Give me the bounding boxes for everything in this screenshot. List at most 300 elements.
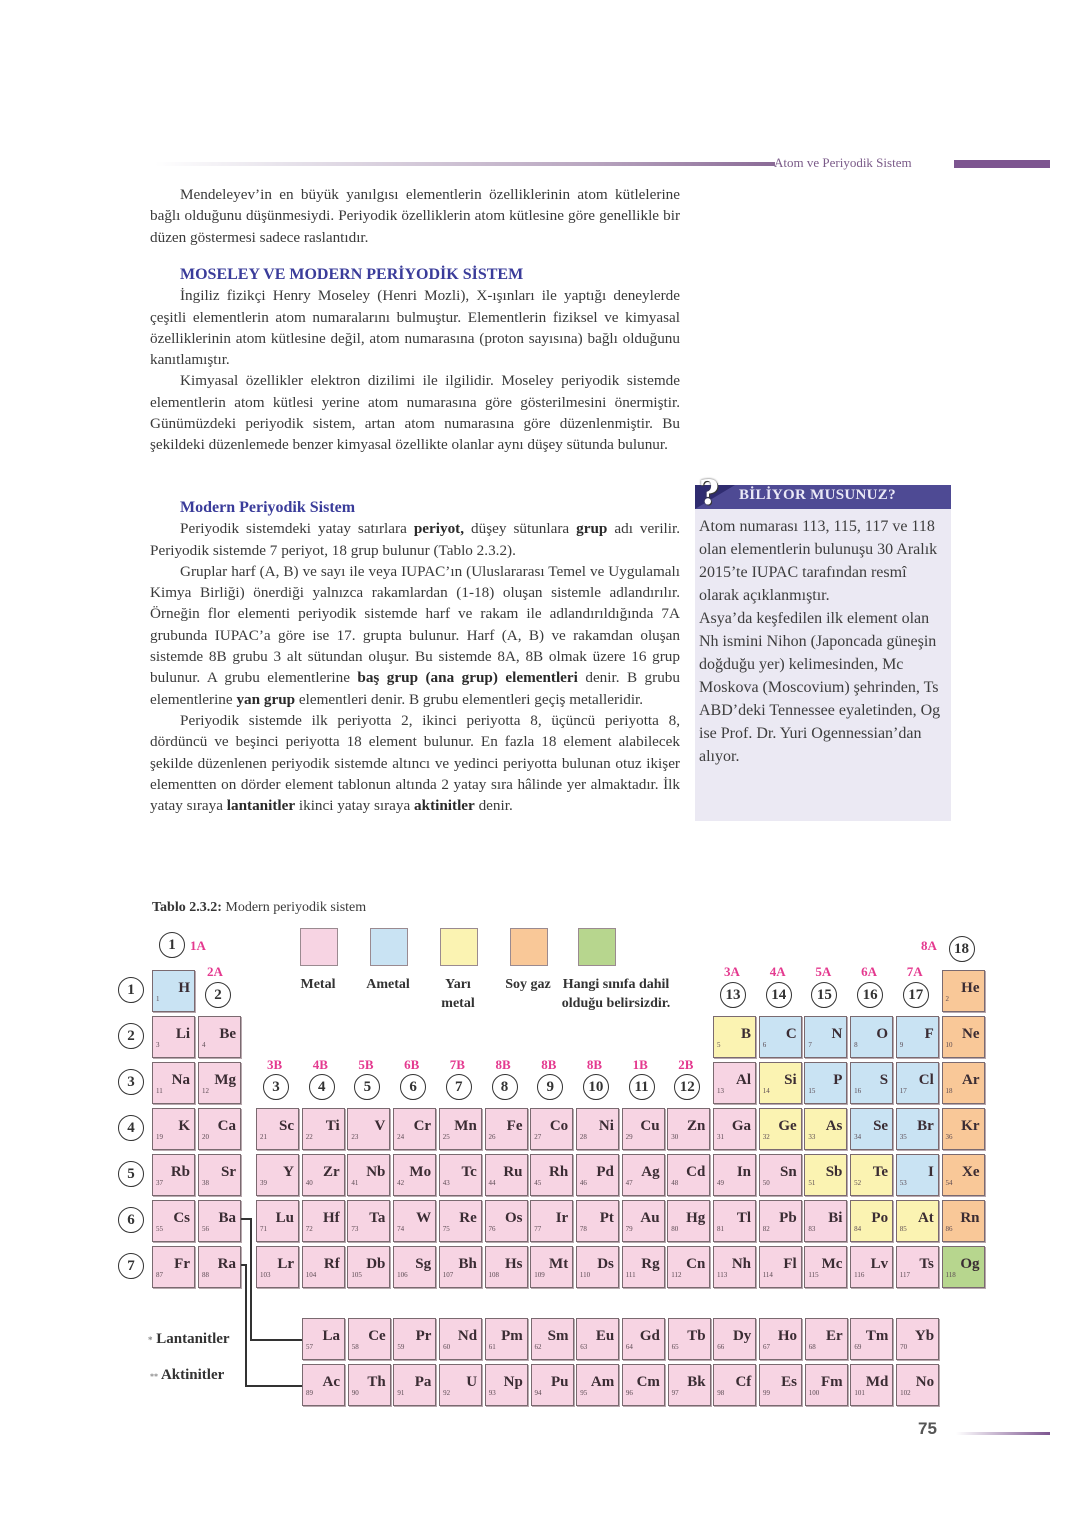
atomic-number: 55	[156, 1225, 163, 1233]
element-cell-md	[850, 1364, 893, 1406]
element-cell-sn	[759, 1154, 802, 1196]
element-symbol: Cr	[413, 1118, 432, 1134]
actinides-label: ** Aktinitler	[150, 1367, 225, 1383]
atomic-number: 115	[808, 1271, 819, 1279]
element-cell-tc	[439, 1154, 482, 1196]
element-symbol: Bk	[687, 1374, 706, 1390]
element-symbol: Xe	[962, 1164, 980, 1180]
atomic-number: 12	[202, 1087, 209, 1095]
atomic-number: 112	[671, 1271, 682, 1279]
element-symbol: Mn	[454, 1118, 477, 1134]
group-number: 11	[629, 1074, 655, 1100]
atomic-number: 103	[260, 1271, 271, 1279]
section-heading: MOSELEY VE MODERN PERİYODİK SİSTEM	[180, 266, 524, 283]
atomic-number: 24	[397, 1133, 405, 1141]
atomic-number: 105	[351, 1271, 362, 1279]
element-symbol: Zr	[323, 1164, 340, 1180]
info-box-header	[695, 473, 951, 513]
atomic-number: 11	[156, 1087, 163, 1095]
element-cell-n	[804, 1016, 847, 1058]
element-symbol: Es	[781, 1374, 797, 1390]
atomic-number: 30	[671, 1133, 679, 1141]
element-symbol: Nh	[731, 1256, 751, 1272]
atomic-number: 41	[351, 1179, 359, 1187]
element-symbol: Tb	[687, 1328, 706, 1344]
atomic-number: 91	[397, 1389, 405, 1397]
atomic-number: 22	[305, 1133, 313, 1141]
element-symbol: No	[915, 1374, 935, 1390]
atomic-number: 67	[763, 1343, 770, 1351]
element-symbol: Db	[366, 1256, 386, 1272]
atomic-number: 117	[899, 1271, 911, 1279]
element-cell-bh	[439, 1246, 482, 1288]
group-letter-label: 2A	[207, 964, 223, 979]
connector-line	[245, 1264, 247, 1386]
element-symbol: Cu	[640, 1118, 660, 1134]
atomic-number: 113	[717, 1271, 728, 1279]
group-number: 16	[857, 982, 883, 1008]
atomic-number: 98	[717, 1389, 725, 1397]
atomic-number: 71	[260, 1225, 267, 1233]
element-symbol: Rn	[960, 1210, 980, 1226]
element-symbol: U	[466, 1374, 478, 1390]
atomic-number: 16	[854, 1087, 862, 1095]
element-cell-tm	[850, 1318, 893, 1360]
element-cell-ga	[713, 1108, 756, 1150]
atomic-number: 72	[305, 1225, 313, 1233]
element-symbol: At	[917, 1210, 934, 1226]
group-letter-label: 4B	[312, 1057, 328, 1072]
atomic-number: 85	[899, 1225, 907, 1233]
element-symbol: B	[740, 1026, 751, 1042]
element-cell-bk	[668, 1364, 711, 1406]
element-cell-h	[152, 970, 195, 1012]
atomic-number: 93	[488, 1389, 496, 1397]
element-symbol: In	[736, 1164, 751, 1180]
element-symbol: Kr	[961, 1118, 980, 1134]
element-symbol: Ba	[218, 1210, 236, 1226]
atomic-number: 88	[202, 1271, 209, 1279]
page-number: 75	[918, 1419, 937, 1438]
element-cell-se	[850, 1108, 893, 1150]
element-cell-ba	[198, 1200, 241, 1242]
atomic-number: 65	[671, 1343, 679, 1351]
atomic-number: 96	[625, 1389, 633, 1397]
group-number: 15	[811, 982, 837, 1008]
group-letter-label: 6A	[861, 964, 877, 979]
period-number: 2	[118, 1023, 144, 1049]
atomic-number: 107	[442, 1271, 454, 1279]
atomic-number: 59	[397, 1343, 405, 1351]
atomic-number: 51	[808, 1179, 816, 1187]
element-cell-hf	[302, 1200, 345, 1242]
atomic-number: 118	[945, 1271, 956, 1279]
atomic-number: 44	[488, 1179, 496, 1187]
element-symbol: Cs	[173, 1210, 190, 1226]
element-cell-y	[256, 1154, 299, 1196]
element-cell-au	[622, 1200, 665, 1242]
section-heading: Modern Periyodik Sistem	[180, 499, 356, 516]
atomic-number: 26	[488, 1133, 496, 1141]
element-cell-c	[759, 1016, 802, 1058]
element-cell-ra	[198, 1246, 241, 1288]
atomic-number: 45	[534, 1179, 542, 1187]
legend-swatch	[578, 928, 616, 966]
element-symbol: Zn	[686, 1118, 706, 1134]
paragraph: Periyodik sistemdeki yatay satırlara periyot, düşey sütunlara grup adı verilir. Periyodik sistemde 7 periyot, 18 grup bulunur (Tablo 2.3.2).	[150, 520, 680, 559]
element-symbol: W	[416, 1210, 432, 1226]
element-cell-cn	[667, 1246, 710, 1288]
group-letter-label: 7A	[906, 964, 923, 979]
element-cell-ts	[896, 1246, 939, 1288]
element-symbol: La	[322, 1328, 340, 1344]
element-symbol: Dy	[732, 1328, 752, 1344]
group-number: 10	[583, 1074, 609, 1100]
atomic-number: 87	[156, 1271, 163, 1279]
element-cell-br	[896, 1108, 939, 1150]
element-symbol: Fl	[783, 1256, 797, 1272]
element-symbol: K	[178, 1118, 190, 1134]
atomic-number: 28	[579, 1133, 587, 1141]
element-cell-lr	[256, 1246, 299, 1288]
element-symbol: Ge	[778, 1118, 797, 1134]
element-symbol: Ta	[369, 1210, 386, 1226]
atomic-number: 111	[625, 1271, 636, 1279]
group-number: 18	[949, 936, 975, 962]
element-cell-mc	[804, 1246, 847, 1288]
element-cell-kr	[942, 1108, 985, 1150]
element-symbol: Sm	[547, 1328, 569, 1344]
legend-label: Yarı metal	[441, 977, 475, 1011]
element-symbol: Ni	[598, 1118, 614, 1134]
legend-label: Ametal	[366, 977, 410, 992]
element-symbol: Mc	[821, 1256, 843, 1272]
element-cell-bi	[804, 1200, 847, 1242]
group-letter-label: 3B	[267, 1057, 283, 1072]
element-symbol: Ar	[962, 1072, 980, 1088]
element-cell-b	[713, 1016, 756, 1058]
atomic-number: 95	[580, 1389, 588, 1397]
element-symbol: P	[833, 1072, 843, 1088]
element-cell-ru	[485, 1154, 528, 1196]
element-symbol: Am	[590, 1374, 615, 1390]
element-cell-ag	[622, 1154, 665, 1196]
element-cell-fe	[485, 1108, 528, 1150]
element-cell-pt	[576, 1200, 619, 1242]
atomic-number: 1	[156, 995, 160, 1003]
atomic-number: 73	[351, 1225, 359, 1233]
atomic-number: 49	[717, 1179, 724, 1187]
element-cell-xe	[942, 1154, 985, 1196]
element-cell-nd	[439, 1318, 482, 1360]
header-bar	[954, 160, 1050, 168]
atomic-number: 7	[808, 1041, 812, 1049]
group-number: 9	[537, 1074, 563, 1100]
atomic-number: 101	[854, 1389, 865, 1397]
atomic-number: 50	[762, 1179, 770, 1187]
element-symbol: Ag	[641, 1164, 660, 1180]
element-symbol: Lr	[277, 1256, 294, 1272]
group-number: 17	[903, 982, 929, 1008]
atomic-number: 48	[671, 1179, 679, 1187]
element-symbol: Pm	[501, 1328, 523, 1344]
group-number: 12	[674, 1074, 700, 1100]
element-symbol: Pb	[779, 1210, 797, 1226]
element-symbol: Ti	[325, 1118, 340, 1134]
group-number: 2	[205, 982, 231, 1008]
legend-label: Hangi sınıfa dahil olduğu belirsizdir.	[561, 977, 671, 1011]
element-cell-cl	[896, 1062, 939, 1104]
element-symbol: Fr	[174, 1256, 190, 1272]
atomic-number: 8	[854, 1041, 858, 1049]
atomic-number: 77	[534, 1225, 542, 1233]
element-symbol: Np	[503, 1374, 523, 1390]
element-cell-ac	[302, 1364, 345, 1406]
element-cell-ds	[576, 1246, 619, 1288]
element-cell-pr	[393, 1318, 436, 1360]
element-cell-al	[713, 1062, 756, 1104]
atomic-number: 106	[397, 1271, 408, 1279]
group-number: 4	[309, 1074, 335, 1100]
element-symbol: Te	[872, 1164, 889, 1180]
element-symbol: Nd	[457, 1328, 478, 1344]
atomic-number: 35	[899, 1133, 907, 1141]
element-symbol: Li	[175, 1026, 190, 1042]
element-symbol: Ds	[597, 1256, 614, 1272]
atomic-number: 6	[762, 1041, 767, 1049]
element-cell-nh	[713, 1246, 756, 1288]
atomic-number: 104	[305, 1271, 317, 1279]
table-caption: Tablo 2.3.2: Modern periyodik sistem	[152, 900, 367, 915]
element-cell-ti	[302, 1108, 345, 1150]
element-cell-mt	[530, 1246, 573, 1288]
period-number: 5	[118, 1161, 144, 1187]
header-rule	[155, 162, 775, 166]
element-cell-es	[759, 1364, 802, 1406]
atomic-number: 99	[763, 1389, 770, 1397]
group-number: 6	[400, 1074, 426, 1100]
element-cell-ca	[198, 1108, 241, 1150]
atomic-number: 25	[442, 1133, 450, 1141]
atomic-number: 39	[260, 1179, 267, 1187]
element-cell-os	[485, 1200, 528, 1242]
atomic-number: 78	[579, 1225, 587, 1233]
element-cell-am	[576, 1364, 619, 1406]
atomic-number: 89	[306, 1389, 313, 1397]
element-cell-cu	[622, 1108, 665, 1150]
element-cell-th	[348, 1364, 391, 1406]
atomic-number: 60	[443, 1343, 451, 1351]
element-cell-ar	[942, 1062, 985, 1104]
atomic-number: 52	[854, 1179, 862, 1187]
lanthanides-label: * Lantanitler	[148, 1331, 230, 1347]
section-modern	[150, 497, 680, 816]
atomic-number: 94	[534, 1389, 542, 1397]
element-cell-p	[804, 1062, 847, 1104]
element-cell-dy	[713, 1318, 756, 1360]
atomic-number: 15	[808, 1087, 816, 1095]
element-symbol: I	[927, 1164, 934, 1180]
group-number: 14	[766, 982, 792, 1008]
group-number: 1	[159, 932, 185, 958]
period-number: 6	[118, 1207, 144, 1233]
element-symbol: Rg	[641, 1256, 660, 1272]
atomic-number: 92	[443, 1389, 451, 1397]
atomic-number: 10	[945, 1041, 953, 1049]
element-cell-mn	[439, 1108, 482, 1150]
atomic-number: 38	[202, 1179, 209, 1187]
element-symbol: Tm	[865, 1328, 889, 1344]
element-cell-na	[152, 1062, 195, 1104]
element-symbol: Ac	[322, 1374, 340, 1390]
group-letter-label: 1A	[190, 938, 206, 953]
info-box-title: BİLİYOR MUSUNUZ?	[739, 487, 896, 503]
element-cell-pd	[576, 1154, 619, 1196]
atomic-number: 23	[351, 1133, 359, 1141]
element-cell-li	[152, 1016, 195, 1058]
element-cell-ir	[530, 1200, 573, 1242]
element-cell-pm	[485, 1318, 528, 1360]
element-symbol: Mg	[214, 1072, 236, 1088]
element-cell-as	[804, 1108, 847, 1150]
element-cell-po	[850, 1200, 893, 1242]
atomic-number: 53	[899, 1179, 907, 1187]
atomic-number: 63	[580, 1343, 588, 1351]
atomic-number: 58	[351, 1343, 359, 1351]
legend-swatch	[370, 928, 408, 966]
element-symbol: Co	[549, 1118, 569, 1134]
group-letter-label: 2B	[678, 1057, 694, 1072]
element-cell-o	[850, 1016, 893, 1058]
element-cell-cs	[152, 1200, 195, 1242]
element-symbol: Y	[283, 1164, 294, 1180]
element-symbol: Sn	[780, 1164, 797, 1180]
legend-swatch	[300, 928, 338, 966]
element-cell-eu	[576, 1318, 619, 1360]
element-cell-rf	[302, 1246, 345, 1288]
atomic-number: 31	[717, 1133, 724, 1141]
element-symbol: Cl	[918, 1072, 934, 1088]
group-letter-label: 4A	[769, 964, 786, 979]
element-cell-sc	[256, 1108, 299, 1150]
atomic-number: 79	[625, 1225, 633, 1233]
atomic-number: 97	[671, 1389, 679, 1397]
legend-swatch	[510, 928, 548, 966]
atomic-number: 13	[717, 1087, 724, 1095]
atomic-number: 3	[156, 1041, 160, 1049]
element-cell-i	[896, 1154, 939, 1196]
element-symbol: Os	[504, 1210, 523, 1226]
element-cell-cf	[713, 1364, 756, 1406]
group-number: 13	[720, 982, 746, 1008]
atomic-number: 100	[808, 1389, 820, 1397]
element-cell-tb	[668, 1318, 711, 1360]
element-cell-ce	[348, 1318, 391, 1360]
element-symbol: Og	[960, 1256, 980, 1272]
element-symbol: Fm	[821, 1374, 843, 1390]
element-symbol: He	[961, 980, 980, 996]
element-cell-ge	[759, 1108, 802, 1150]
atomic-number: 62	[534, 1343, 542, 1351]
atomic-number: 21	[260, 1133, 267, 1141]
connector-line	[245, 1385, 302, 1387]
period-number: 1	[118, 977, 144, 1003]
element-cell-ne	[942, 1016, 985, 1058]
element-cell-cm	[622, 1364, 665, 1406]
element-symbol: Nb	[366, 1164, 386, 1180]
element-symbol: Ra	[217, 1256, 236, 1272]
connector-line	[250, 1218, 252, 1340]
atomic-number: 74	[397, 1225, 405, 1233]
atomic-number: 86	[945, 1225, 953, 1233]
element-symbol: Mo	[409, 1164, 432, 1180]
atomic-number: 46	[579, 1179, 587, 1187]
atomic-number: 68	[808, 1343, 816, 1351]
group-letter-label: 7B	[449, 1057, 465, 1072]
group-number: 7	[446, 1074, 472, 1100]
element-symbol: Tl	[736, 1210, 751, 1226]
atomic-number: 42	[397, 1179, 405, 1187]
group-letter-label: 5A	[815, 964, 832, 979]
atomic-number: 2	[945, 995, 949, 1003]
element-cell-fm	[805, 1364, 848, 1406]
element-cell-he	[942, 970, 985, 1012]
atomic-number: 18	[945, 1087, 953, 1095]
element-symbol: Fe	[506, 1118, 523, 1134]
footer-rule	[956, 1432, 1050, 1435]
legend-label: Metal	[300, 977, 336, 992]
element-symbol: Cd	[686, 1164, 706, 1180]
element-symbol: Se	[873, 1118, 889, 1134]
element-cell-ni	[576, 1108, 619, 1150]
element-cell-si	[759, 1062, 802, 1104]
element-symbol: Ca	[217, 1118, 236, 1134]
paragraph: Periyodik sistemde ilk periyotta 2, ikinci periyotta 8, üçüncü periyotta 8, dördüncü ve beşinci periyotta 18 element bulunur. En fazla 18 element alabilecek şekilde düzenlenen periyodik sistemde altıncı ve yedinci periyotta bulunan otuz ikişer elementten on dörder element tablonun altında 2 yatay sıra hâlinde yer almaktadır. İlk yatay sıraya lantanitler ikinci yatay sıraya aktinitler denir.	[150, 711, 680, 815]
element-cell-in	[713, 1154, 756, 1196]
element-cell-db	[347, 1246, 390, 1288]
element-cell-rb	[152, 1154, 195, 1196]
element-symbol: Po	[871, 1210, 889, 1226]
element-cell-sb	[804, 1154, 847, 1196]
element-cell-be	[198, 1016, 241, 1058]
atomic-number: 37	[156, 1179, 163, 1187]
atomic-number: 82	[762, 1225, 770, 1233]
atomic-number: 81	[717, 1225, 724, 1233]
element-symbol: C	[785, 1026, 797, 1042]
element-symbol: Ce	[368, 1328, 386, 1344]
element-symbol: Pa	[414, 1374, 432, 1390]
element-symbol: Pu	[550, 1374, 569, 1390]
atomic-number: 75	[442, 1225, 450, 1233]
chapter-title: Atom ve Periyodik Sistem	[774, 155, 912, 170]
legend-swatch	[440, 928, 478, 966]
element-symbol: Sc	[279, 1118, 294, 1134]
info-box-body: Atom numarası 113, 115, 117 ve 118 olan elementlerin bulunuşu 30 Aralık 2015’te IUPAC tarafından resmî olarak açıklanmıştır. Asya’da keşfedilen ilk element olan Nh ismini Nihon (Japoncada güneşin doğduğu yer) kelimesinden, Mc Moskova (Moscovium) şehrinden, Ts ABD’deki Tennessee eyaletinden, Og ise Prof. Dr. Yuri Ogennessian’dan alıyor.	[699, 518, 941, 765]
group-letter-label: 8B	[541, 1057, 557, 1072]
atomic-number: 29	[625, 1133, 633, 1141]
element-symbol: Be	[219, 1026, 236, 1042]
element-cell-lu	[256, 1200, 299, 1242]
atomic-number: 36	[945, 1133, 953, 1141]
element-cell-co	[530, 1108, 573, 1150]
element-cell-ho	[759, 1318, 802, 1360]
element-symbol: Th	[367, 1374, 386, 1390]
element-cell-hs	[485, 1246, 528, 1288]
element-cell-sr	[198, 1154, 241, 1196]
atomic-number: 43	[442, 1179, 450, 1187]
element-symbol: Hg	[686, 1210, 706, 1226]
element-cell-no	[896, 1364, 939, 1406]
